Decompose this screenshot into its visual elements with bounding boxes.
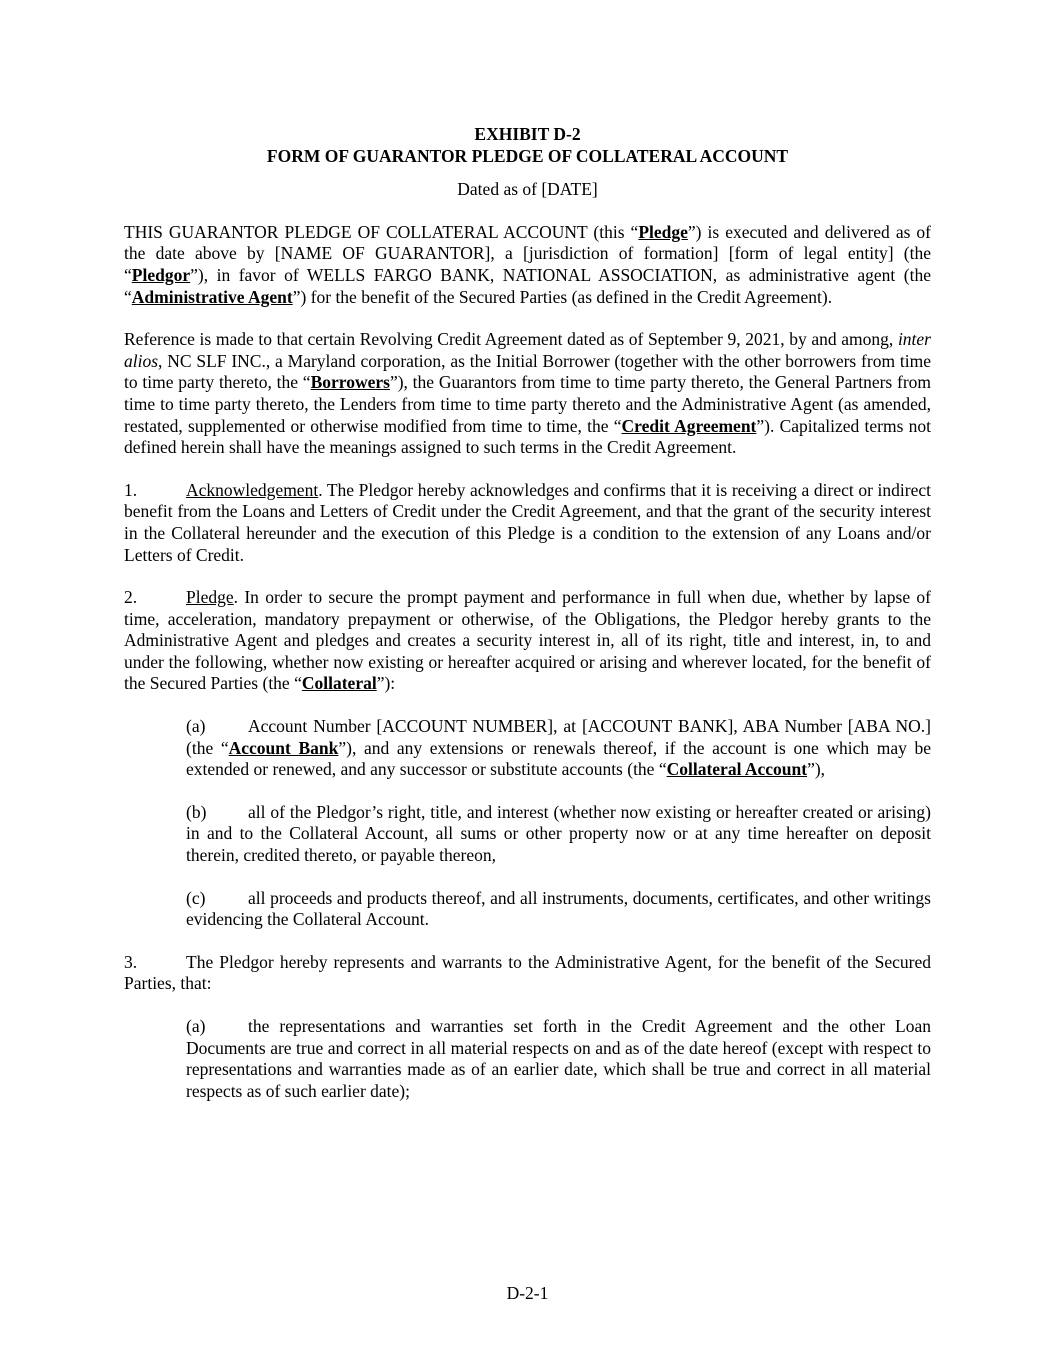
section-2-pledge: [124, 587, 931, 695]
page-number: D-2-1: [506, 1283, 549, 1303]
intro-paragraph: [124, 222, 931, 308]
reference-italic: inter alios: [124, 329, 931, 371]
defined-term-collateral: Collateral: [301, 673, 377, 694]
defined-term-collateral-account: Collateral Account: [666, 759, 808, 780]
reference-text-3: ”), the Guarantors from time to time party thereto, the General Partners from time to time party thereto, the Lenders from time to time party thereto and the Administrative Agent (as amended, restated, supplemented or otherwise modified from time to time, the “: [124, 372, 932, 436]
clause-2a: [186, 716, 931, 781]
clause-text-1: Account Number [ACCOUNT NUMBER], at [ACCOUNT BANK], ABA Number [ABA NO.] (the “: [186, 716, 931, 758]
section-1-acknowledgement: [124, 480, 931, 566]
defined-term-pledge: Pledge: [638, 221, 688, 242]
intro-text-2: ”) is executed and delivered as of the date above by [NAME OF GUARANTOR], a [jurisdiction of formation] [form of legal entity] (the “: [124, 221, 931, 285]
clause-label: (a): [186, 1016, 206, 1036]
clause-text: the representations and warranties set forth in the Credit Agreement and the other Loan Documents are true and correct in all material respects on and as of the date hereof (except with respect to representations and warranties made as of an earlier date, which shall be true and correct in all material respects as of such earlier date);: [186, 1016, 931, 1101]
section-text-end: ”):: [376, 673, 396, 694]
intro-text-1: THIS GUARANTOR PLEDGE OF COLLATERAL ACCOUNT (this “: [124, 221, 639, 242]
defined-term-account-bank: Account Bank: [228, 737, 339, 758]
reference-text-1: Reference is made to that certain Revolving Credit Agreement dated as of September 9, 2021, by and among,: [124, 329, 898, 350]
intro-text-4: ”) for the benefit of the Secured Parties (as defined in the Credit Agreement).: [292, 286, 833, 307]
clause-label: (a): [186, 716, 206, 737]
clause-2b: [186, 802, 931, 867]
clause-2c: [186, 888, 931, 931]
document-page: [124, 124, 931, 1102]
section-heading: Pledge: [186, 587, 234, 608]
clause-text: all proceeds and products thereof, and all instruments, documents, certificates, and other writings evidencing the Collateral Account.: [186, 887, 931, 930]
dated-line: Dated as of [DATE]: [457, 179, 598, 200]
exhibit-label: EXHIBIT D-2: [474, 124, 581, 144]
defined-term-administrative-agent: Administrative Agent: [131, 286, 293, 307]
section-number: 1.: [124, 479, 138, 500]
section-number: 2.: [124, 587, 138, 608]
section-text: The Pledgor hereby represents and warrants to the Administrative Agent, for the benefit of the Secured Parties, that:: [124, 951, 931, 994]
section-text: . In order to secure the prompt payment and performance in full when due, whether by lapse of time, acceleration, mandatory prepayment or otherwise, of the Obligations, the Pledgor hereby grants to the Administrative Agent and pledges and creates a security interest in, all of its right, title and interest, in, to and under the following, whether now existing or hereafter acquired or arising and wherever located, for the benefit of the Secured Parties (the “: [124, 587, 931, 694]
intro-text-3: ”), in favor of WELLS FARGO BANK, NATIONAL ASSOCIATION, as administrative agent (the “: [124, 264, 931, 307]
defined-term-borrowers: Borrowers: [310, 372, 390, 393]
clause-text: all of the Pledgor’s right, title, and interest (whether now existing or hereafter created or arising) in and to the Collateral Account, all sums or other property now or at any time hereafter on deposit therein, credited thereto, or payable thereon,: [186, 801, 931, 866]
clause-label: (b): [186, 801, 207, 822]
clause-label: (c): [186, 887, 206, 908]
clause-text-2: ”), and any extensions or renewals thereof, if the account is one which may be extended or renewed, and any successor or substitute accounts (the “: [186, 737, 931, 780]
section-heading: Acknowledgement: [186, 479, 319, 500]
clause-text-3: ”),: [807, 759, 826, 780]
reference-text-4: ”). Capitalized terms not defined herein shall have the meanings assigned to such terms in the Credit Agreement.: [124, 415, 932, 458]
defined-term-pledgor: Pledgor: [131, 264, 191, 285]
section-text: . The Pledgor hereby acknowledges and confirms that it is receiving a direct or indirect benefit from the Loans and Letters of Credit under the Credit Agreement, and that the grant of the security interest in the Collateral hereunder and the execution of this Pledge is a condition to the extension of any Loans and/or Letters of Credit.: [124, 479, 931, 565]
clause-3a: [186, 1016, 931, 1102]
section-number: 3.: [124, 951, 138, 972]
section-3-representations: [124, 952, 931, 995]
reference-paragraph: [124, 329, 931, 459]
reference-text-2: , NC SLF INC., a Maryland corporation, as the Initial Borrower (together with the other borrowers from time to time party thereto, the “: [124, 350, 931, 393]
document-title: FORM OF GUARANTOR PLEDGE OF COLLATERAL ACCOUNT: [266, 145, 789, 166]
defined-term-credit-agreement: Credit Agreement: [621, 415, 757, 436]
